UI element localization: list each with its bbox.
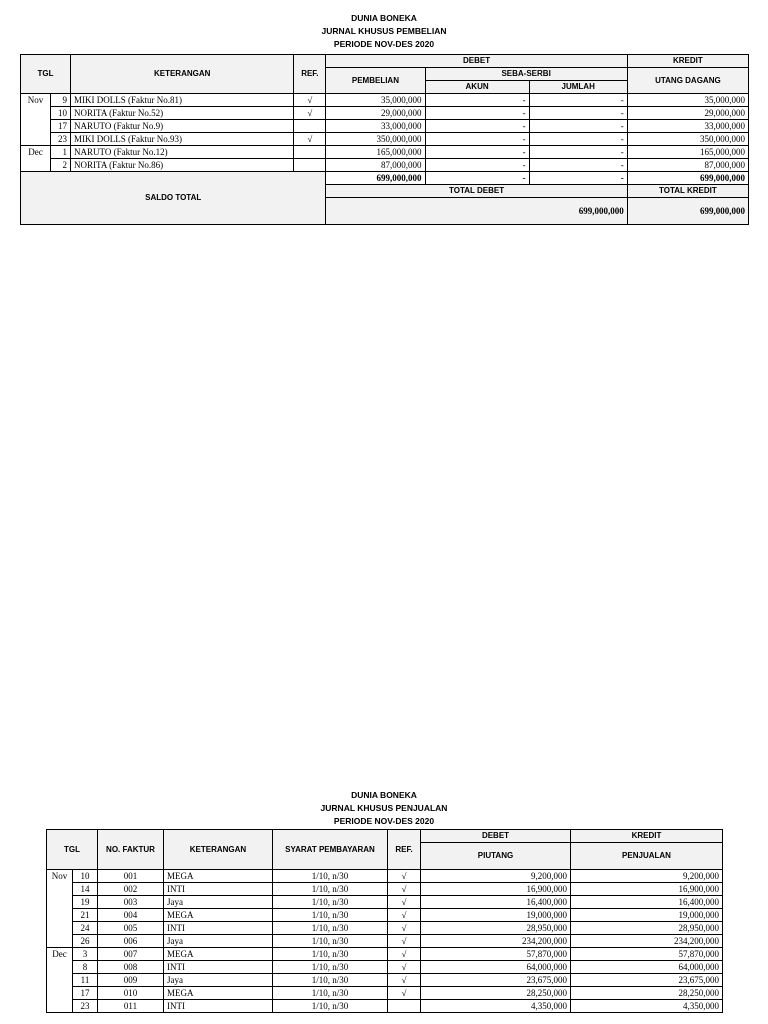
piutang-cell: 9,200,000 [421, 870, 571, 883]
month-cell [21, 159, 51, 172]
syarat-cell: 1/10, n/30 [273, 948, 388, 961]
day-cell: 9 [51, 94, 71, 107]
ref-cell: √ [294, 133, 326, 146]
col-debet: DEBET [326, 55, 627, 68]
description-cell: NARUTO (Faktur No.12) [71, 146, 294, 159]
month-cell [21, 120, 51, 133]
month-cell: Dec [21, 146, 51, 159]
description-cell: MEGA [164, 870, 273, 883]
faktur-cell: 004 [98, 909, 164, 922]
day-cell: 17 [51, 120, 71, 133]
table-row [47, 935, 723, 948]
description-cell: MIKI DOLLS (Faktur No.93) [71, 133, 294, 146]
piutang-cell: 16,900,000 [421, 883, 571, 896]
total-debet-label: TOTAL DEBET [326, 185, 627, 198]
journal-title: JURNAL KHUSUS PEMBELIAN [321, 26, 447, 36]
penjualan-cell: 28,950,000 [571, 922, 723, 935]
description-cell: INTI [164, 1000, 273, 1013]
utang-cell: 29,000,000 [627, 107, 748, 120]
month-cell [47, 1000, 73, 1013]
akun-cell: - [425, 107, 529, 120]
month-cell [47, 974, 73, 987]
col-ref: REF. [388, 830, 421, 870]
ref-cell: √ [294, 107, 326, 120]
total-akun: - [425, 172, 529, 185]
day-cell: 14 [73, 883, 98, 896]
month-cell [21, 107, 51, 120]
table-row [47, 948, 723, 961]
syarat-cell: 1/10, n/30 [273, 896, 388, 909]
col-utang-dagang: UTANG DAGANG [627, 68, 748, 94]
akun-cell: - [425, 94, 529, 107]
penjualan-cell: 9,200,000 [571, 870, 723, 883]
company-name: DUNIA BONEKA [351, 13, 417, 23]
col-tgl: TGL [21, 55, 71, 94]
col-syarat-pembayaran: SYARAT PEMBAYARAN [273, 830, 388, 870]
jumlah-cell: - [529, 94, 627, 107]
ref-cell [294, 159, 326, 172]
faktur-cell: 011 [98, 1000, 164, 1013]
ref-cell: √ [294, 94, 326, 107]
journal-title: JURNAL KHUSUS PENJUALAN [320, 803, 448, 813]
faktur-cell: 002 [98, 883, 164, 896]
ref-cell: √ [388, 961, 421, 974]
description-cell: NORITA (Faktur No.52) [71, 107, 294, 120]
purchase-journal-header [0, 12, 768, 51]
faktur-cell: 001 [98, 870, 164, 883]
month-cell: Dec [47, 948, 73, 961]
pembelian-cell: 165,000,000 [326, 146, 425, 159]
description-cell: NARUTO (Faktur No.9) [71, 120, 294, 133]
day-cell: 2 [51, 159, 71, 172]
description-cell: INTI [164, 922, 273, 935]
description-cell: Jaya [164, 935, 273, 948]
jumlah-cell: - [529, 146, 627, 159]
pembelian-cell: 35,000,000 [326, 94, 425, 107]
day-cell: 24 [73, 922, 98, 935]
faktur-cell: 005 [98, 922, 164, 935]
ref-cell: √ [388, 935, 421, 948]
table-row [47, 987, 723, 1000]
day-cell: 23 [73, 1000, 98, 1013]
total-pembelian: 699,000,000 [326, 172, 425, 185]
col-ref: REF. [294, 55, 326, 94]
total-debet-value: 699,000,000 [326, 198, 627, 225]
table-row [47, 896, 723, 909]
day-cell: 21 [73, 909, 98, 922]
purchase-total-row [21, 172, 749, 185]
saldo-total-label: SALDO TOTAL [21, 172, 326, 225]
faktur-cell: 009 [98, 974, 164, 987]
penjualan-cell: 234,200,000 [571, 935, 723, 948]
penjualan-cell: 28,250,000 [571, 987, 723, 1000]
pembelian-cell: 87,000,000 [326, 159, 425, 172]
pembelian-cell: 33,000,000 [326, 120, 425, 133]
piutang-cell: 64,000,000 [421, 961, 571, 974]
piutang-cell: 4,350,000 [421, 1000, 571, 1013]
ref-cell: √ [388, 909, 421, 922]
piutang-cell: 16,400,000 [421, 896, 571, 909]
description-cell: MEGA [164, 987, 273, 1000]
journal-period: PERIODE NOV-DES 2020 [333, 816, 435, 826]
month-cell [47, 935, 73, 948]
total-utang: 699,000,000 [627, 172, 748, 185]
syarat-cell: 1/10, n/30 [273, 922, 388, 935]
jumlah-cell: - [529, 133, 627, 146]
col-keterangan: KETERANGAN [71, 55, 294, 94]
utang-cell: 165,000,000 [627, 146, 748, 159]
description-cell: Jaya [164, 974, 273, 987]
piutang-cell: 57,870,000 [421, 948, 571, 961]
col-akun: AKUN [425, 81, 529, 94]
syarat-cell: 1/10, n/30 [273, 987, 388, 1000]
jumlah-cell: - [529, 107, 627, 120]
total-kredit-label: TOTAL KREDIT [627, 185, 748, 198]
piutang-cell: 28,950,000 [421, 922, 571, 935]
syarat-cell: 1/10, n/30 [273, 961, 388, 974]
journal-period: PERIODE NOV-DES 2020 [333, 39, 435, 49]
ref-cell [388, 1000, 421, 1013]
faktur-cell: 010 [98, 987, 164, 1000]
table-row [47, 922, 723, 935]
description-cell: MEGA [164, 948, 273, 961]
penjualan-cell: 16,400,000 [571, 896, 723, 909]
month-cell [47, 961, 73, 974]
akun-cell: - [425, 133, 529, 146]
month-cell [47, 883, 73, 896]
month-cell [47, 896, 73, 909]
table-row [47, 909, 723, 922]
syarat-cell: 1/10, n/30 [273, 974, 388, 987]
penjualan-cell: 4,350,000 [571, 1000, 723, 1013]
description-cell: INTI [164, 961, 273, 974]
description-cell: Jaya [164, 896, 273, 909]
table-row [21, 146, 749, 159]
col-kredit: KREDIT [571, 830, 723, 843]
day-cell: 11 [73, 974, 98, 987]
ref-cell: √ [388, 948, 421, 961]
syarat-cell: 1/10, n/30 [273, 870, 388, 883]
col-pembelian: PEMBELIAN [326, 68, 425, 94]
description-cell: NORITA (Faktur No.86) [71, 159, 294, 172]
day-cell: 10 [73, 870, 98, 883]
company-name: DUNIA BONEKA [351, 790, 417, 800]
day-cell: 26 [73, 935, 98, 948]
col-piutang: PIUTANG [421, 843, 571, 870]
col-jumlah: JUMLAH [529, 81, 627, 94]
syarat-cell: 1/10, n/30 [273, 883, 388, 896]
faktur-cell: 003 [98, 896, 164, 909]
faktur-cell: 008 [98, 961, 164, 974]
penjualan-cell: 23,675,000 [571, 974, 723, 987]
utang-cell: 35,000,000 [627, 94, 748, 107]
syarat-cell: 1/10, n/30 [273, 1000, 388, 1013]
day-cell: 1 [51, 146, 71, 159]
piutang-cell: 19,000,000 [421, 909, 571, 922]
description-cell: INTI [164, 883, 273, 896]
col-debet: DEBET [421, 830, 571, 843]
description-cell: MEGA [164, 909, 273, 922]
month-cell: Nov [21, 94, 51, 107]
piutang-cell: 234,200,000 [421, 935, 571, 948]
akun-cell: - [425, 120, 529, 133]
month-cell [47, 909, 73, 922]
penjualan-cell: 16,900,000 [571, 883, 723, 896]
sales-journal-header [0, 789, 768, 828]
total-jumlah: - [529, 172, 627, 185]
table-row [21, 107, 749, 120]
ref-cell: √ [388, 922, 421, 935]
ref-cell: √ [388, 883, 421, 896]
ref-cell [294, 120, 326, 133]
utang-cell: 87,000,000 [627, 159, 748, 172]
ref-cell: √ [388, 896, 421, 909]
penjualan-cell: 64,000,000 [571, 961, 723, 974]
day-cell: 23 [51, 133, 71, 146]
piutang-cell: 23,675,000 [421, 974, 571, 987]
month-cell [21, 133, 51, 146]
table-row [21, 94, 749, 107]
description-cell: MIKI DOLLS (Faktur No.81) [71, 94, 294, 107]
month-cell [47, 922, 73, 935]
col-kredit: KREDIT [627, 55, 748, 68]
jumlah-cell: - [529, 120, 627, 133]
faktur-cell: 006 [98, 935, 164, 948]
syarat-cell: 1/10, n/30 [273, 909, 388, 922]
col-penjualan: PENJUALAN [571, 843, 723, 870]
table-row [47, 961, 723, 974]
col-tgl: TGL [47, 830, 98, 870]
col-keterangan: KETERANGAN [164, 830, 273, 870]
day-cell: 3 [73, 948, 98, 961]
day-cell: 8 [73, 961, 98, 974]
table-row [21, 133, 749, 146]
month-cell [47, 987, 73, 1000]
pembelian-cell: 29,000,000 [326, 107, 425, 120]
akun-cell: - [425, 159, 529, 172]
pembelian-cell: 350,000,000 [326, 133, 425, 146]
ref-cell: √ [388, 974, 421, 987]
akun-cell: - [425, 146, 529, 159]
jumlah-cell: - [529, 159, 627, 172]
syarat-cell: 1/10, n/30 [273, 935, 388, 948]
month-cell: Nov [47, 870, 73, 883]
piutang-cell: 28,250,000 [421, 987, 571, 1000]
utang-cell: 350,000,000 [627, 133, 748, 146]
table-row [21, 159, 749, 172]
table-row [47, 974, 723, 987]
utang-cell: 33,000,000 [627, 120, 748, 133]
col-seba-serbi: SEBA-SERBI [425, 68, 627, 81]
day-cell: 17 [73, 987, 98, 1000]
penjualan-cell: 57,870,000 [571, 948, 723, 961]
day-cell: 10 [51, 107, 71, 120]
purchase-journal-table [20, 54, 749, 225]
total-kredit-value: 699,000,000 [627, 198, 748, 225]
ref-cell: √ [388, 870, 421, 883]
col-no-faktur: NO. FAKTUR [98, 830, 164, 870]
ref-cell [294, 146, 326, 159]
sales-journal-table [46, 829, 723, 1013]
table-row [47, 870, 723, 883]
table-row [47, 1000, 723, 1013]
table-row [47, 883, 723, 896]
table-row [21, 120, 749, 133]
penjualan-cell: 19,000,000 [571, 909, 723, 922]
ref-cell: √ [388, 987, 421, 1000]
day-cell: 19 [73, 896, 98, 909]
faktur-cell: 007 [98, 948, 164, 961]
